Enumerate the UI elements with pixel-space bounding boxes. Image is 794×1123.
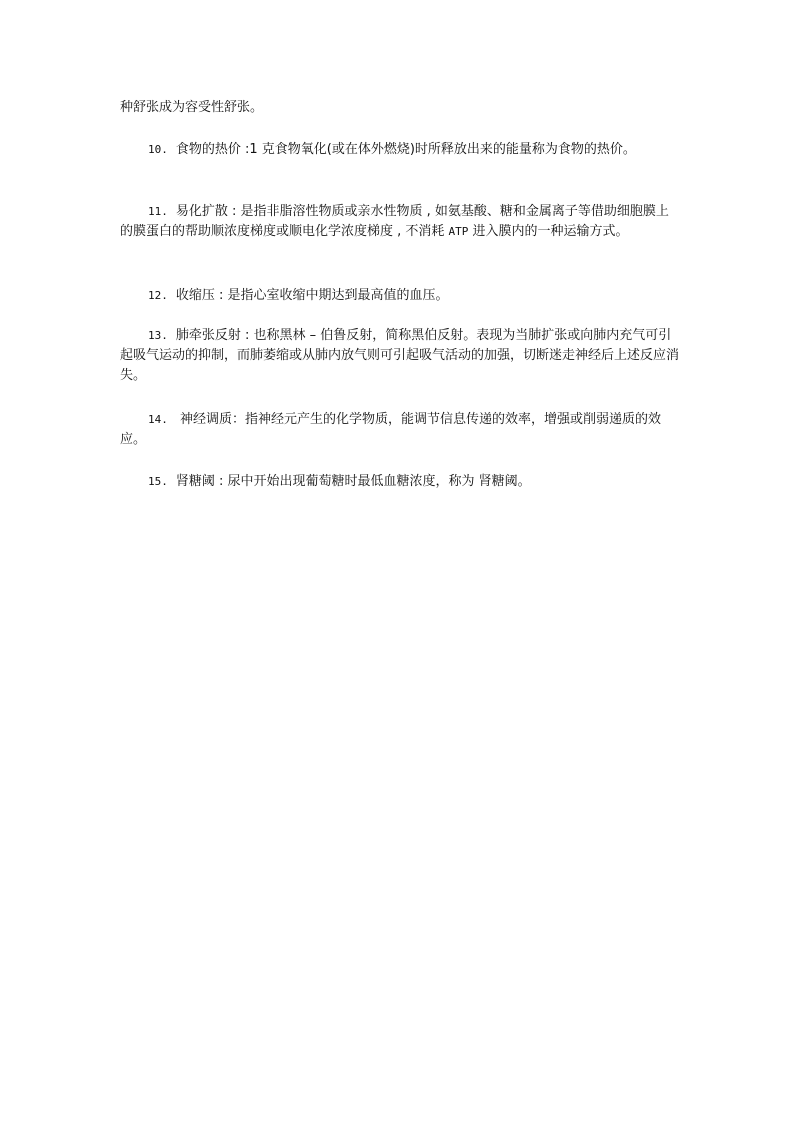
- paragraph-12: [120, 286, 680, 306]
- paragraph-number: 12.: [148, 289, 168, 302]
- paragraph-15: [120, 472, 680, 492]
- paragraph-text: 种舒张成为容受性舒张。: [120, 100, 264, 115]
- paragraph-number: 10.: [148, 143, 168, 156]
- paragraph-text: 收缩压 : 是指心室收缩中期达到最高值的血压。: [175, 288, 449, 303]
- paragraph-number: 15.: [148, 475, 168, 488]
- paragraph-14: [120, 410, 680, 450]
- atp-term: ATP: [448, 225, 469, 238]
- paragraph-text: 肾糖阈 : 尿中开始出现葡萄糖时最低血糖浓度，称为 肾糖阈。: [175, 474, 531, 489]
- paragraph-10: [120, 140, 680, 160]
- paragraph-number: 14.: [148, 413, 168, 426]
- paragraph-text: 神经调质：指神经元产生的化学物质，能调节信息传递的效率，增强或削弱递质的效应。: [120, 412, 662, 447]
- paragraph-text: 肺牵张反射 : 也称黑林 – 伯鲁反射，简称黑伯反射。表现为当肺扩张或向肺内充气可引起吸气运动的抑制，而肺萎缩或从肺内放气则可引起吸气活动的加强，切断迷走神经后上述反应消失。: [120, 328, 680, 383]
- paragraph-number: 13.: [148, 329, 168, 342]
- paragraph-13: [120, 326, 680, 386]
- paragraph-text: 易化扩散 : 是指非脂溶性物质或亲水性物质 , 如氨基酸、糖和金属离子等借助细胞膜上的膜蛋白的帮助顺浓度梯度或顺电化学浓度梯度 , 不消耗: [120, 204, 669, 239]
- paragraph-text: 食物的热价 :1 克食物氧化(或在体外燃烧)时所释放出来的能量称为食物的热价。: [175, 142, 636, 157]
- paragraph-number: 11.: [148, 205, 168, 218]
- paragraph-text-end: 进入膜内的一种运输方式。: [468, 224, 629, 239]
- paragraph-11: [120, 202, 680, 242]
- paragraph-continuation: [120, 98, 680, 118]
